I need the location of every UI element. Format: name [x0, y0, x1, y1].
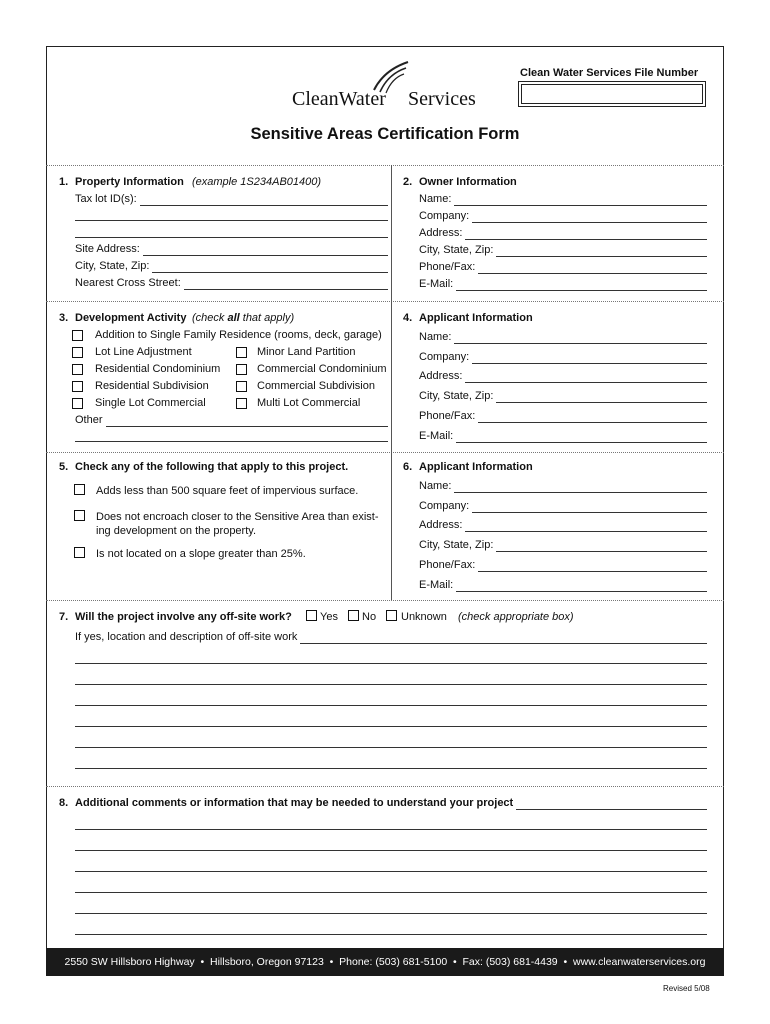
label-res-condo: Residential Condominium	[95, 363, 221, 375]
divider	[46, 600, 724, 601]
footer-bar	[46, 948, 724, 976]
site-address-field[interactable]	[75, 243, 388, 256]
offsite-work-field[interactable]	[75, 631, 707, 644]
section4-heading: Applicant Information	[419, 312, 533, 324]
city-state-zip-field[interactable]	[75, 260, 388, 273]
owner-name-label: Name:	[419, 193, 452, 205]
applicant1-city-label: City, State, Zip:	[419, 390, 494, 402]
checkbox-res-condo[interactable]	[72, 364, 83, 375]
applicant1-company-field[interactable]	[419, 351, 707, 364]
checkbox-impervious[interactable]	[74, 484, 85, 495]
offsite-line[interactable]	[75, 768, 707, 769]
divider	[46, 165, 724, 166]
label-slope: Is not located on a slope greater than 25%.	[96, 548, 306, 560]
owner-city-field[interactable]	[419, 244, 707, 257]
form-title: Sensitive Areas Certification Form	[250, 125, 520, 143]
divider	[46, 786, 724, 787]
owner-address-label: Address:	[419, 227, 463, 239]
label-yes: Yes	[320, 611, 338, 623]
section8-num: 8.	[59, 797, 69, 809]
owner-company-label: Company:	[419, 210, 470, 222]
applicant1-address-label: Address:	[419, 370, 463, 382]
owner-city-label: City, State, Zip:	[419, 244, 494, 256]
offsite-line[interactable]	[75, 726, 707, 727]
owner-email-label: E-Mail:	[419, 278, 454, 290]
label-com-condo: Commercial Condominium	[257, 363, 387, 375]
offsite-line[interactable]	[75, 747, 707, 748]
logo-text-right: Services	[408, 88, 476, 110]
applicant2-address-label: Address:	[419, 519, 463, 531]
section2-num: 2.	[403, 176, 413, 188]
label-multi-lot: Multi Lot Commercial	[257, 397, 361, 409]
owner-name-field[interactable]	[419, 193, 707, 206]
comments-line[interactable]	[75, 871, 707, 872]
section5-heading: Check any of the following that apply to this project.	[75, 461, 349, 473]
applicant1-email-label: E-Mail:	[419, 430, 454, 442]
section3-heading: Development Activity	[75, 312, 187, 324]
file-number-input[interactable]	[518, 81, 706, 107]
applicant2-city-label: City, State, Zip:	[419, 539, 494, 551]
checkbox-slope[interactable]	[74, 547, 85, 558]
label-minor-partition: Minor Land Partition	[257, 346, 356, 358]
section6-heading: Applicant Information	[419, 461, 533, 473]
label-single-lot: Single Lot Commercial	[95, 397, 206, 409]
logo-text-left: CleanWater	[292, 88, 386, 110]
section4-num: 4.	[403, 312, 413, 324]
label-no: No	[362, 611, 377, 623]
section6-num: 6.	[403, 461, 413, 473]
offsite-line[interactable]	[75, 684, 707, 685]
section1-heading: Property Information	[75, 176, 184, 188]
divider	[46, 301, 724, 302]
comments-line[interactable]	[75, 913, 707, 914]
checkbox-no[interactable]	[348, 610, 359, 621]
checkbox-unknown[interactable]	[386, 610, 397, 621]
comments-line[interactable]	[75, 934, 707, 935]
owner-phone-field[interactable]	[419, 261, 707, 274]
offsite-line[interactable]	[75, 663, 707, 664]
section2-heading: Owner Information	[419, 176, 517, 188]
label-encroach-2: ing development on the property.	[96, 525, 257, 537]
applicant2-address-field[interactable]	[419, 519, 707, 532]
tax-lot-line-2[interactable]	[75, 220, 388, 221]
applicant2-company-label: Company:	[419, 500, 470, 512]
checkbox-yes[interactable]	[306, 610, 317, 621]
label-res-subdiv: Residential Subdivision	[95, 380, 209, 392]
owner-email-field[interactable]	[419, 278, 707, 291]
applicant1-name-field[interactable]	[419, 331, 707, 344]
applicant2-name-field[interactable]	[419, 480, 707, 493]
checkbox-res-subdiv[interactable]	[72, 381, 83, 392]
applicant1-company-label: Company:	[419, 351, 470, 363]
footer-text: 2550 SW Hillsboro Highway • Hillsboro, Oregon 97123 • Phone: (503) 681-5100 • Fax: (503) 681-4439 • www.cleanwaterservices.org	[64, 956, 706, 968]
offsite-work-label: If yes, location and description of off-site work	[75, 631, 298, 643]
section5-num: 5.	[59, 461, 69, 473]
comments-line[interactable]	[75, 850, 707, 851]
applicant1-name-label: Name:	[419, 331, 452, 343]
city-state-zip-label: City, State, Zip:	[75, 260, 150, 272]
owner-phone-label: Phone/Fax:	[419, 261, 476, 273]
checkbox-com-subdiv[interactable]	[236, 381, 247, 392]
applicant1-city-field[interactable]	[419, 390, 707, 403]
section1-example: (example 1S234AB01400)	[192, 176, 322, 188]
cross-street-label: Nearest Cross Street:	[75, 277, 181, 289]
other-line-2[interactable]	[75, 441, 388, 442]
checkbox-minor-partition[interactable]	[236, 347, 247, 358]
applicant1-address-field[interactable]	[419, 370, 707, 383]
label-unknown: Unknown	[401, 611, 447, 623]
owner-address-field[interactable]	[419, 227, 707, 240]
revised-date: Revised 5/08	[663, 984, 710, 993]
section7-heading: Will the project involve any off-site work?	[75, 611, 292, 623]
comments-line[interactable]	[75, 892, 707, 893]
checkbox-lot-line[interactable]	[72, 347, 83, 358]
applicant2-phone-field[interactable]	[419, 559, 707, 572]
other-label: Other	[75, 414, 103, 426]
cross-street-field[interactable]	[75, 277, 388, 290]
other-field[interactable]	[75, 414, 388, 427]
comments-line[interactable]	[75, 829, 707, 830]
checkbox-com-condo[interactable]	[236, 364, 247, 375]
checkbox-encroach[interactable]	[74, 510, 85, 521]
checkbox-addition[interactable]	[72, 330, 83, 341]
applicant2-company-field[interactable]	[419, 500, 707, 513]
label-addition: Addition to Single Family Residence (rooms, deck, garage)	[95, 329, 382, 341]
tax-lot-label: Tax lot ID(s):	[75, 193, 137, 205]
checkbox-single-lot[interactable]	[72, 398, 83, 409]
section3-note: (check all that apply)	[192, 312, 295, 324]
section3-num: 3.	[59, 312, 69, 324]
logo	[288, 60, 478, 110]
offsite-line[interactable]	[75, 705, 707, 706]
applicant1-phone-label: Phone/Fax:	[419, 410, 476, 422]
label-com-subdiv: Commercial Subdivision	[257, 380, 375, 392]
label-lot-line: Lot Line Adjustment	[95, 346, 192, 358]
owner-company-field[interactable]	[419, 210, 707, 223]
checkbox-multi-lot[interactable]	[236, 398, 247, 409]
column-divider	[391, 165, 392, 600]
tax-lot-field[interactable]	[75, 193, 388, 206]
file-number-label: Clean Water Services File Number	[520, 67, 699, 79]
label-impervious: Adds less than 500 square feet of impervious surface.	[96, 485, 359, 497]
comments-field[interactable]	[75, 797, 707, 810]
section7-note: (check appropriate box)	[458, 611, 574, 623]
applicant2-email-label: E-Mail:	[419, 579, 454, 591]
applicant2-phone-label: Phone/Fax:	[419, 559, 476, 571]
applicant1-phone-field[interactable]	[419, 410, 707, 423]
section1-num: 1.	[59, 176, 69, 188]
applicant2-name-label: Name:	[419, 480, 452, 492]
section7-num: 7.	[59, 611, 69, 623]
applicant1-email-field[interactable]	[419, 430, 707, 443]
applicant2-email-field[interactable]	[419, 579, 707, 592]
label-encroach-1: Does not encroach closer to the Sensitive Area than exist-	[96, 511, 379, 523]
divider	[46, 452, 724, 453]
section8-heading: Additional comments or information that may be needed to understand your project	[75, 797, 514, 809]
site-address-label: Site Address:	[75, 243, 140, 255]
applicant2-city-field[interactable]	[419, 539, 707, 552]
tax-lot-line-3[interactable]	[75, 237, 388, 238]
